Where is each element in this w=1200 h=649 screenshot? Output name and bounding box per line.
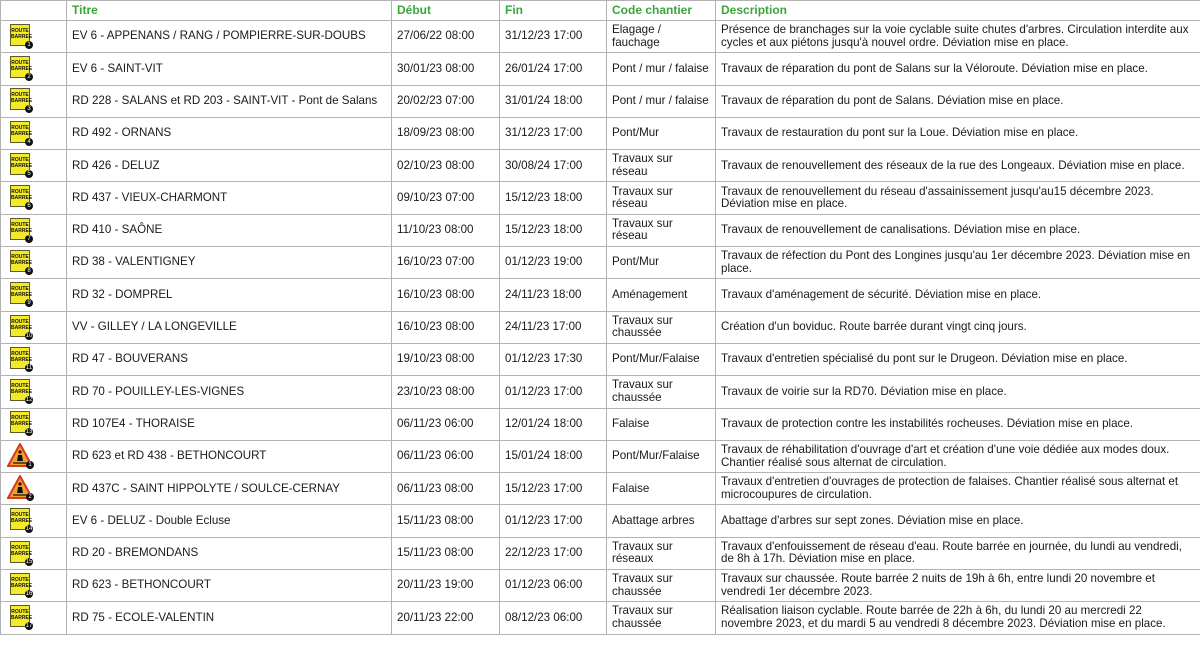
cell-titre: RD 38 - VALENTIGNEY [67,247,392,279]
cell-fin: 08/12/23 06:00 [500,602,607,634]
cell-debut: 18/09/23 08:00 [392,117,500,149]
sign-text-line2: BARREE [11,227,33,234]
sign-text-line2: BARREE [11,66,33,73]
sign-number-badge: 1 [26,461,34,469]
table-row[interactable] [1,311,1200,343]
row-icon-cell [1,602,67,634]
sign-number-badge: 1 [25,41,33,49]
sign-text-line1: ROUTE [11,576,29,583]
cell-debut: 02/10/23 08:00 [392,150,500,182]
row-icon-cell [1,214,67,246]
cell-code-chantier: Travaux sur chaussée [607,570,716,602]
road-closed-sign-icon [10,282,33,307]
sign-number-badge: 13 [25,429,33,436]
cell-fin: 22/12/23 17:00 [500,537,607,569]
sign-text-line1: ROUTE [11,350,29,357]
cell-titre: EV 6 - APPENANS / RANG / POMPIERRE-SUR-DOUBS [67,21,392,53]
cell-fin: 30/08/24 17:00 [500,150,607,182]
sign-number-badge: 7 [25,235,33,243]
cell-titre: RD 437 - VIEUX-CHARMONT [67,182,392,214]
cell-code-chantier: Falaise [607,473,716,505]
table-row[interactable] [1,505,1200,537]
cell-debut: 19/10/23 08:00 [392,343,500,375]
sign-text-line2: BARREE [11,195,33,202]
sign-text-line1: ROUTE [11,27,29,34]
table-row[interactable] [1,602,1200,634]
cell-description: Travaux de réhabilitation d'ouvrage d'art et création d'une voie dédiée aux modes doux. Chantier réalisé sous alternat de circulation. [716,440,1200,472]
cell-description: Travaux de renouvellement des réseaux de la rue des Longeaux. Déviation mise en place. [716,150,1200,182]
row-icon-cell [1,440,67,472]
cell-description: Réalisation liaison cyclable. Route barrée de 22h à 6h, du lundi 20 au mercredi 22 novembre 2023, et du mardi 5 au vendredi 8 décembre 2023. Déviation mise en place. [716,602,1200,634]
road-closed-sign-icon [10,153,33,178]
row-icon-cell [1,408,67,440]
cell-debut: 15/11/23 08:00 [392,505,500,537]
sign-number-badge: 5 [25,170,33,178]
cell-debut: 16/10/23 08:00 [392,311,500,343]
sign-text-line1: ROUTE [11,512,29,519]
roadworks-warning-icon [7,475,33,499]
cell-code-chantier: Travaux sur chaussée [607,376,716,408]
cell-code-chantier: Travaux sur réseau [607,214,716,246]
road-closed-sign-icon [10,411,33,436]
sign-text-line2: BARREE [11,163,33,170]
cell-debut: 06/11/23 06:00 [392,408,500,440]
sign-text-line2: BARREE [11,356,33,363]
table-row[interactable] [1,570,1200,602]
sign-number-badge: 17 [25,623,33,630]
table-row[interactable] [1,247,1200,279]
cell-fin: 15/12/23 18:00 [500,182,607,214]
cell-code-chantier: Travaux sur réseau [607,150,716,182]
row-icon-cell [1,117,67,149]
table-row[interactable] [1,473,1200,505]
cell-fin: 01/12/23 19:00 [500,247,607,279]
sign-text-line2: BARREE [11,550,33,557]
sign-number-badge: 9 [25,299,33,307]
cell-debut: 23/10/23 08:00 [392,376,500,408]
row-icon-cell [1,343,67,375]
cell-description: Travaux de restauration du pont sur la Loue. Déviation mise en place. [716,117,1200,149]
road-closed-sign-icon [10,121,33,145]
cell-code-chantier: Pont/Mur/Falaise [607,343,716,375]
cell-fin: 31/12/23 17:00 [500,21,607,53]
sign-text-line2: BARREE [11,259,33,266]
cell-description: Travaux d'aménagement de sécurité. Déviation mise en place. [716,279,1200,311]
sign-number-badge: 2 [25,73,33,81]
sign-text-line2: BARREE [11,33,33,40]
cell-code-chantier: Falaise [607,408,716,440]
cell-description: Travaux de protection contre les instabilités rocheuses. Déviation mise en place. [716,408,1200,440]
cell-fin: 01/12/23 17:00 [500,505,607,537]
cell-titre: RD 492 - ORNANS [67,117,392,149]
table-row[interactable] [1,85,1200,117]
cell-fin: 31/12/23 17:00 [500,117,607,149]
sign-text-line1: ROUTE [11,415,29,422]
row-icon-cell [1,150,67,182]
cell-description: Travaux sur chaussée. Route barrée 2 nuits de 19h à 6h, entre lundi 20 novembre et vendredi 1er décembre 2023. [716,570,1200,602]
row-icon-cell [1,247,67,279]
cell-fin: 01/12/23 17:00 [500,376,607,408]
cell-debut: 06/11/23 08:00 [392,473,500,505]
sign-number-badge: 16 [25,590,33,597]
sign-text-line1: ROUTE [11,60,29,67]
sign-number-badge: 4 [25,138,33,146]
roadworks-warning-icon [7,443,33,467]
cell-code-chantier: Aménagement [607,279,716,311]
sign-text-line2: BARREE [11,518,33,525]
sign-text-line2: BARREE [11,615,33,622]
cell-description: Travaux de réfection du Pont des Longines jusqu'au 1er décembre 2023. Déviation mise en place. [716,247,1200,279]
sign-text-line1: ROUTE [11,286,29,293]
cell-titre: RD 107E4 - THORAISE [67,408,392,440]
row-icon-cell [1,473,67,505]
road-closed-sign-icon [10,541,33,565]
road-closed-sign-icon [10,185,33,210]
row-icon-cell [1,537,67,569]
cell-debut: 09/10/23 07:00 [392,182,500,214]
cell-fin: 15/12/23 17:00 [500,473,607,505]
row-icon-cell [1,279,67,311]
sign-number-badge: 3 [25,105,33,113]
table-header-row [1,1,1200,21]
cell-code-chantier: Abattage arbres [607,505,716,537]
cell-titre: RD 75 - ECOLE-VALENTIN [67,602,392,634]
road-closed-sign-icon [10,347,33,371]
table-row[interactable] [1,408,1200,440]
cell-titre: RD 623 et RD 438 - BETHONCOURT [67,440,392,472]
cell-code-chantier: Pont/Mur/Falaise [607,440,716,472]
sign-text-line1: ROUTE [11,221,29,228]
cell-code-chantier: Travaux sur réseaux [607,537,716,569]
row-icon-cell [1,53,67,85]
header-fin[interactable]: Fin [500,1,607,21]
sign-number-badge: 11 [25,364,33,371]
sign-text-line1: ROUTE [11,124,29,131]
road-closed-sign-icon [10,88,33,113]
road-closed-sign-icon [10,250,33,274]
cell-code-chantier: Travaux sur chaussée [607,602,716,634]
cell-titre: RD 32 - DOMPREL [67,279,392,311]
cell-fin: 26/01/24 17:00 [500,53,607,85]
table-row[interactable] [1,440,1200,472]
sign-text-line1: ROUTE [11,383,29,390]
cell-titre: RD 437C - SAINT HIPPOLYTE / SOULCE-CERNAY [67,473,392,505]
cell-description: Travaux d'entretien d'ouvrages de protection de falaises. Chantier réalisé sous alternat et microcoupures de circulation. [716,473,1200,505]
cell-code-chantier: Pont / mur / falaise [607,85,716,117]
cell-code-chantier: Pont/Mur [607,117,716,149]
cell-code-chantier: Pont/Mur [607,247,716,279]
sign-text-line2: BARREE [11,324,33,331]
sign-number-badge: 14 [25,526,33,533]
cell-fin: 01/12/23 06:00 [500,570,607,602]
row-icon-cell [1,85,67,117]
table-row[interactable] [1,343,1200,375]
sign-text-line1: ROUTE [11,92,29,99]
sign-number-badge: 10 [25,332,33,339]
row-icon-cell [1,505,67,537]
row-icon-cell [1,21,67,53]
cell-description: Travaux de réparation du pont de Salans. Déviation mise en place. [716,85,1200,117]
cell-titre: RD 70 - POUILLEY-LES-VIGNES [67,376,392,408]
cell-description: Travaux de renouvellement du réseau d'assainissement jusqu'au15 décembre 2023. Déviation mise en place. [716,182,1200,214]
sign-number-badge: 15 [25,558,33,565]
cell-fin: 31/01/24 18:00 [500,85,607,117]
row-icon-cell [1,182,67,214]
table-row[interactable] [1,537,1200,569]
sign-text-line2: BARREE [11,389,33,396]
cell-debut: 16/10/23 07:00 [392,247,500,279]
sign-text-line1: ROUTE [11,609,29,616]
cell-description: Travaux d'entretien spécialisé du pont sur le Drugeon. Déviation mise en place. [716,343,1200,375]
table-row[interactable] [1,214,1200,246]
table-row[interactable] [1,376,1200,408]
sign-number-badge: 8 [25,267,33,275]
cell-fin: 24/11/23 17:00 [500,311,607,343]
table-row[interactable] [1,150,1200,182]
sign-text-line2: BARREE [11,421,33,428]
cell-description: Travaux de réparation du pont de Salans sur la Véloroute. Déviation mise en place. [716,53,1200,85]
cell-description: Présence de branchages sur la voie cyclable suite chutes d'arbres. Circulation interdite aux cycles et aux piétons jusqu'à nouvel ordre. Déviation mise en place. [716,21,1200,53]
road-closed-sign-icon [10,56,33,81]
cell-titre: RD 623 - BETHONCOURT [67,570,392,602]
table-row[interactable] [1,53,1200,85]
cell-description: Travaux de voirie sur la RD70. Déviation mise en place. [716,376,1200,408]
cell-debut: 20/11/23 19:00 [392,570,500,602]
cell-debut: 11/10/23 08:00 [392,214,500,246]
road-closed-sign-icon [10,24,33,48]
road-closed-sign-icon [10,573,33,597]
cell-titre: RD 228 - SALANS et RD 203 - SAINT-VIT - Pont de Salans [67,85,392,117]
sign-number-badge: 6 [25,202,33,210]
sign-text-line1: ROUTE [11,544,29,551]
cell-debut: 27/06/22 08:00 [392,21,500,53]
cell-titre: RD 410 - SAÔNE [67,214,392,246]
cell-titre: EV 6 - DELUZ - Double Ecluse [67,505,392,537]
cell-fin: 01/12/23 17:30 [500,343,607,375]
road-closed-sign-icon [10,379,33,404]
header-debut[interactable]: Début [392,1,500,21]
sign-text-line2: BARREE [11,130,33,137]
road-closed-sign-icon [10,218,33,242]
header-icon [1,1,67,21]
table-row[interactable] [1,279,1200,311]
cell-description: Création d'un boviduc. Route barrée durant vingt cinq jours. [716,311,1200,343]
table-row[interactable] [1,117,1200,149]
table-row[interactable] [1,182,1200,214]
sign-text-line1: ROUTE [11,318,29,325]
sign-text-line1: ROUTE [11,253,29,260]
road-closed-sign-icon [10,605,33,630]
cell-titre: RD 20 - BREMONDANS [67,537,392,569]
table-row[interactable] [1,21,1200,53]
sign-number-badge: 12 [25,397,33,404]
row-icon-cell [1,376,67,408]
sign-text-line1: ROUTE [11,189,29,196]
cell-debut: 06/11/23 06:00 [392,440,500,472]
cell-fin: 15/01/24 18:00 [500,440,607,472]
road-closed-sign-icon [10,508,33,533]
cell-fin: 12/01/24 18:00 [500,408,607,440]
sign-text-line2: BARREE [11,292,33,299]
cell-code-chantier: Travaux sur chaussée [607,311,716,343]
cell-debut: 30/01/23 08:00 [392,53,500,85]
cell-description: Travaux d'enfouissement de réseau d'eau. Route barrée en journée, du lundi au vendredi, de 8h à 17h. Déviation mise en place. [716,537,1200,569]
cell-titre: VV - GILLEY / LA LONGEVILLE [67,311,392,343]
cell-debut: 16/10/23 08:00 [392,279,500,311]
cell-debut: 15/11/23 08:00 [392,537,500,569]
cell-debut: 20/11/23 22:00 [392,602,500,634]
cell-titre: RD 47 - BOUVERANS [67,343,392,375]
cell-description: Abattage d'arbres sur sept zones. Déviation mise en place. [716,505,1200,537]
header-code-chantier[interactable]: Code chantier [607,1,716,21]
cell-fin: 24/11/23 18:00 [500,279,607,311]
cell-description: Travaux de renouvellement de canalisations. Déviation mise en place. [716,214,1200,246]
cell-titre: RD 426 - DELUZ [67,150,392,182]
row-icon-cell [1,311,67,343]
header-description[interactable]: Description [716,1,1200,21]
cell-code-chantier: Pont / mur / falaise [607,53,716,85]
cell-code-chantier: Travaux sur réseau [607,182,716,214]
cell-debut: 20/02/23 07:00 [392,85,500,117]
road-closed-sign-icon [10,315,33,339]
sign-text-line2: BARREE [11,98,33,105]
cell-titre: EV 6 - SAINT-VIT [67,53,392,85]
sign-text-line2: BARREE [11,582,33,589]
sign-number-badge: 2 [26,493,34,501]
cell-code-chantier: Elagage / fauchage [607,21,716,53]
header-titre[interactable]: Titre [67,1,392,21]
row-icon-cell [1,570,67,602]
sign-text-line1: ROUTE [11,157,29,164]
cell-fin: 15/12/23 18:00 [500,214,607,246]
